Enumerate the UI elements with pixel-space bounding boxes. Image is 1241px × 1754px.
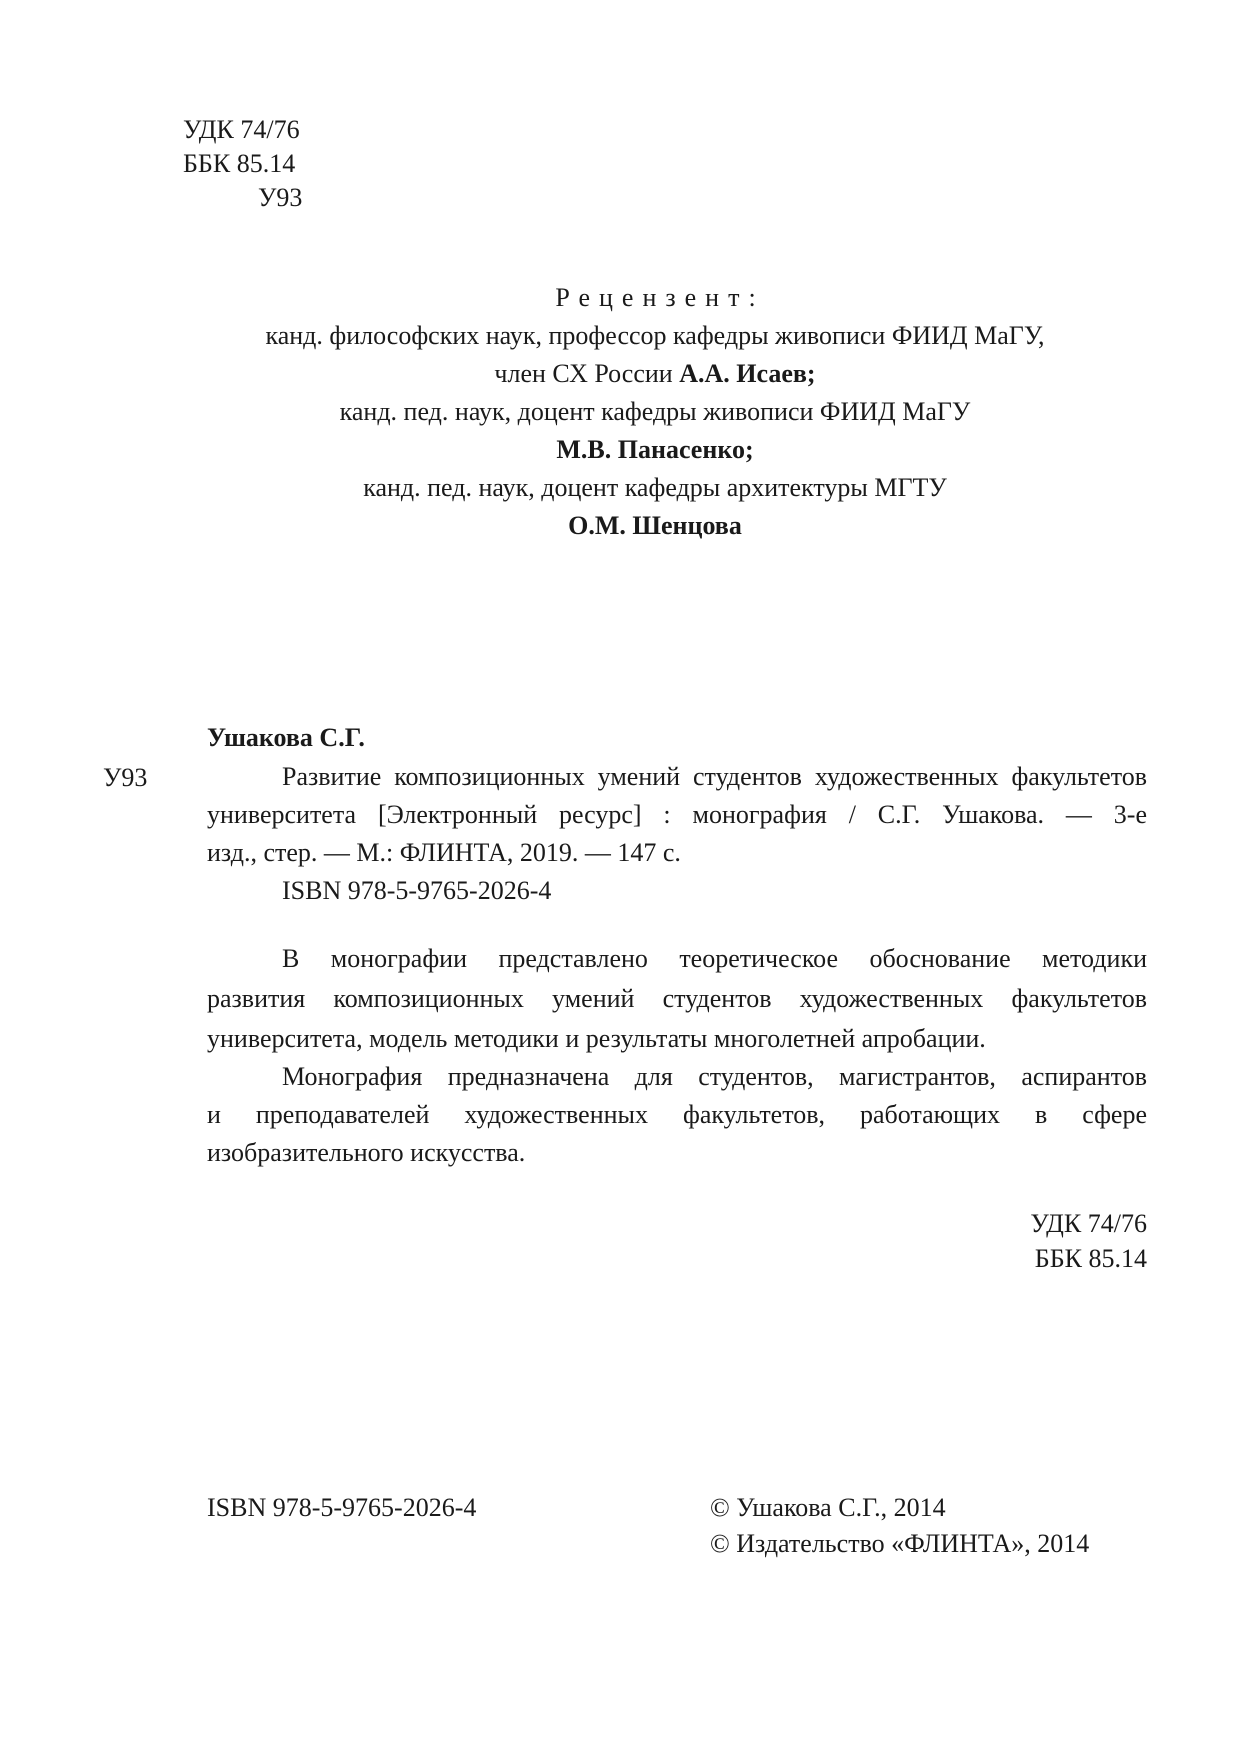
bbk-code-right: ББК 85.14 bbox=[1034, 1244, 1147, 1273]
annotation-p2-line-2: и преподавателей художественных факультетов, работающих в сфере bbox=[207, 1100, 1147, 1129]
reviewer-line-2-prefix: член СХ России bbox=[494, 359, 680, 388]
bibliography-side-mark: У93 bbox=[103, 763, 148, 792]
reviewer-name-panasenko: М.В. Панасенко; bbox=[556, 435, 754, 464]
reviewers-heading: Рецензент: bbox=[555, 283, 765, 312]
reviewer-line-5: канд. пед. наук, доцент кафедры архитектуры МГТУ bbox=[363, 473, 947, 502]
bibliography-author: Ушакова С.Г. bbox=[207, 723, 365, 752]
footer-copyright-publisher: © Издательство «ФЛИНТА», 2014 bbox=[710, 1529, 1090, 1558]
reviewer-line-2 bbox=[0, 356, 1241, 392]
bibliography-line-1: Развитие композиционных умений студентов художественных факультетов bbox=[282, 762, 1147, 791]
footer-isbn: ISBN 978-5-9765-2026-4 bbox=[207, 1493, 477, 1522]
annotation-p2-line-3: изобразительного искусства. bbox=[207, 1138, 526, 1167]
reviewer-name-isaev: А.А. Исаев; bbox=[679, 359, 816, 388]
annotation-p1-line-1: В монографии представлено теоретическое обоснование методики bbox=[282, 944, 1147, 973]
udk-code-right: УДК 74/76 bbox=[1030, 1209, 1147, 1238]
annotation-p2-line-1: Монография предназначена для студентов, магистрантов, аспирантов bbox=[282, 1062, 1147, 1091]
bibliography-line-2: университета [Электронный ресурс] : монография / С.Г. Ушакова. — 3-е bbox=[207, 800, 1147, 829]
bbk-code-top: ББК 85.14 bbox=[183, 149, 296, 178]
annotation-p1-line-2: развития композиционных умений студентов художественных факультетов bbox=[207, 984, 1147, 1013]
udk-code-top: УДК 74/76 bbox=[183, 115, 300, 144]
reviewer-line-1: канд. философских наук, профессор кафедры живописи ФИИД МаГУ, bbox=[265, 321, 1045, 350]
reviewer-line-3: канд. пед. наук, доцент кафедры живописи ФИИД МаГУ bbox=[339, 397, 971, 426]
footer-copyright-author: © Ушакова С.Г., 2014 bbox=[710, 1493, 946, 1522]
bibliography-line-3: изд., стер. — М.: ФЛИНТА, 2019. — 147 с. bbox=[207, 838, 681, 867]
reviewer-name-shentsova: О.М. Шенцова bbox=[568, 511, 742, 540]
author-mark-top: У93 bbox=[258, 183, 303, 212]
annotation-p1-line-3: университета, модель методики и результаты многолетней апробации. bbox=[207, 1024, 986, 1053]
bibliography-isbn: ISBN 978-5-9765-2026-4 bbox=[282, 876, 552, 905]
